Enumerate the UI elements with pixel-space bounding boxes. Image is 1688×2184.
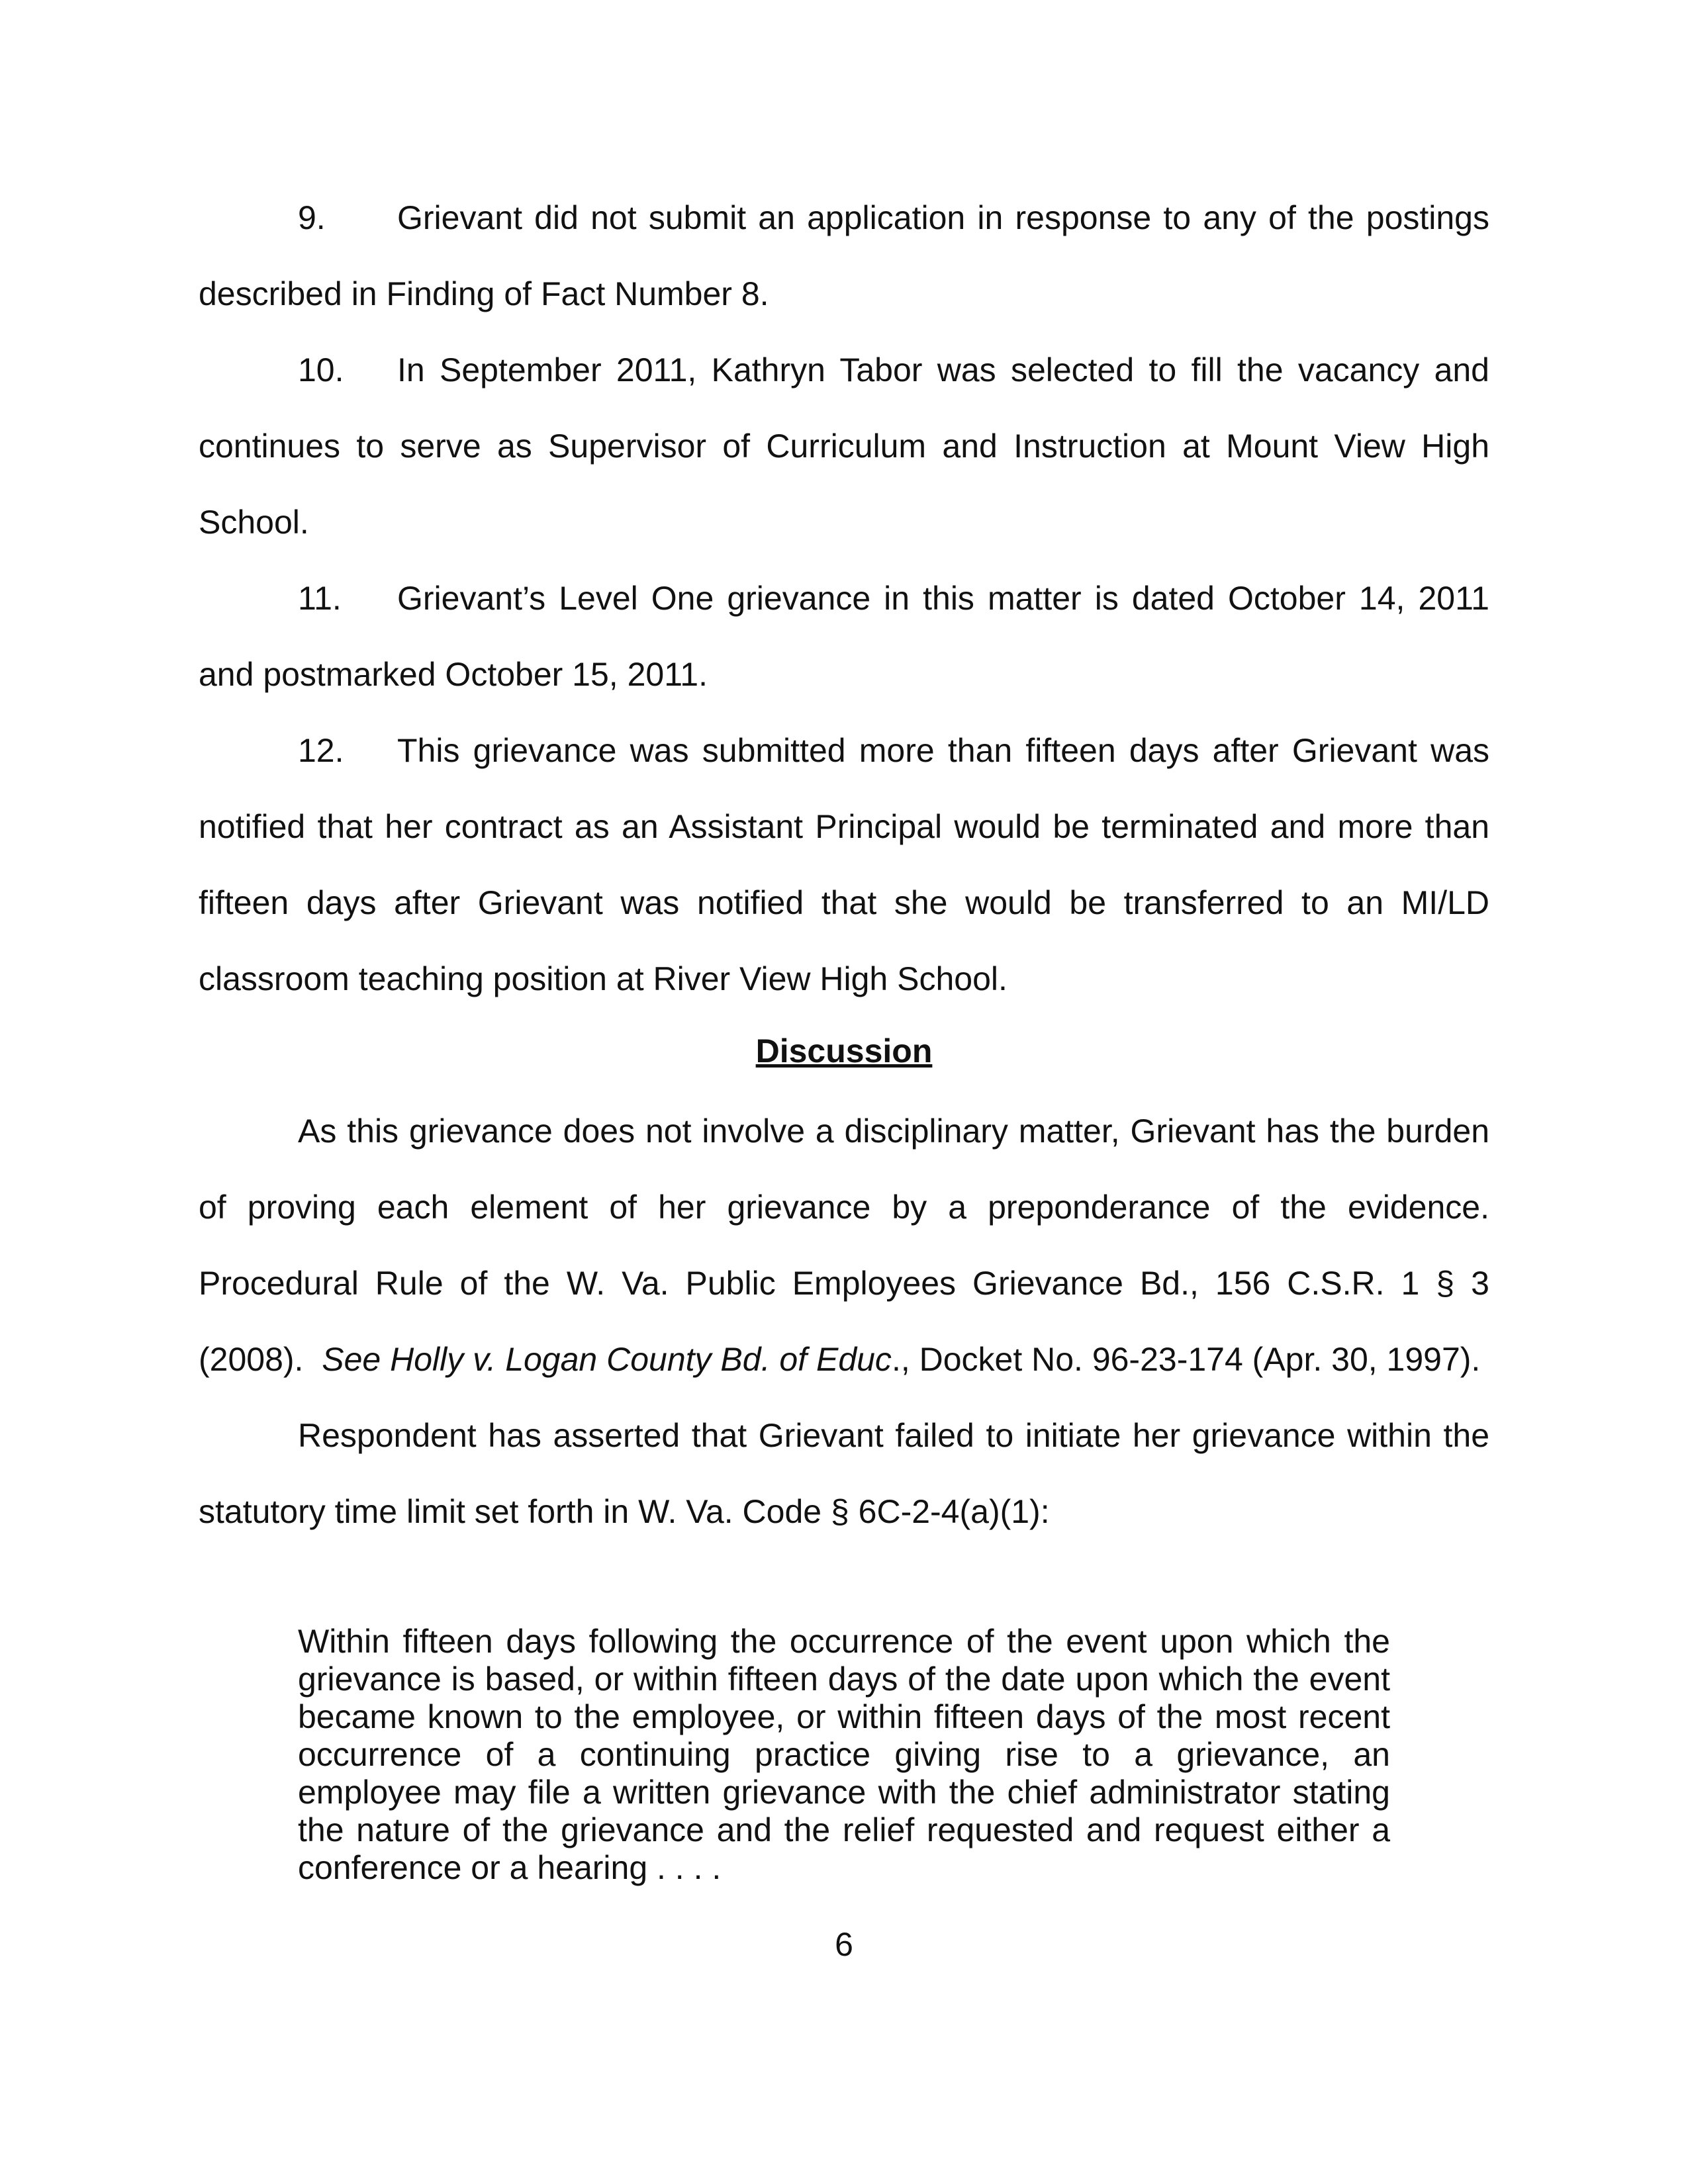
- finding-text: In September 2011, Kathryn Tabor was selected to fill the vacancy and continues to serve as Supervisor of Curriculum and Instruction at Mount View High School.: [199, 351, 1489, 541]
- finding-12: [199, 713, 1489, 1017]
- finding-number: 9.: [298, 199, 326, 236]
- discussion-block: [199, 1093, 1489, 1550]
- finding-number: 10.: [298, 351, 344, 388]
- finding-text: Grievant did not submit an application in response to any of the postings described in Finding of Fact Number 8.: [199, 199, 1489, 312]
- paragraph-text: As this grievance does not involve a disciplinary matter, Grievant has the burden of proving each element of her grievance by a preponderance of the evidence. Procedural Rule of the W. Va. Public Employees Grievance Bd., 156 C.S.R. 1 § 3 (2008).: [199, 1113, 1489, 1378]
- case-citation: See Holly v. Logan County Bd. of Educ: [322, 1341, 892, 1378]
- finding-text: This grievance was submitted more than fifteen days after Grievant was notified that her contract as an Assistant Principal would be terminated and more than fifteen days after Grievant was notified that she would be transferred to an MI/LD classroom teaching position at River View High School.: [199, 732, 1489, 997]
- finding-9: [199, 180, 1489, 332]
- finding-text: Grievant’s Level One grievance in this matter is dated October 14, 2011 and postmarked October 15, 2011.: [199, 580, 1489, 693]
- paragraph-text: Respondent has asserted that Grievant failed to initiate her grievance within the statutory time limit set forth in W. Va. Code § 6C-2-4(a)(1):: [199, 1417, 1489, 1530]
- page-number: 6: [835, 1926, 853, 1963]
- discussion-paragraph-2: [199, 1398, 1489, 1550]
- section-heading: Discussion: [755, 1032, 933, 1069]
- finding-number: 12.: [298, 732, 344, 769]
- finding-11: [199, 561, 1489, 713]
- finding-10: [199, 332, 1489, 561]
- finding-number: 11.: [298, 580, 342, 617]
- paragraph-text: ., Docket No. 96-23-174 (Apr. 30, 1997).: [891, 1341, 1481, 1378]
- statute-block-quote: Within fifteen days following the occurrence of the event upon which the grievance is based, or within fifteen days of the date upon which the event became known to the employee, or within fifteen days of the most recent occurrence of a continuing practice giving rise to a grievance, an employee may file a written grievance with the chief administrator stating the nature of the grievance and the relief requested and request either a conference or a hearing . . . .: [298, 1623, 1390, 1886]
- discussion-paragraph-1: [199, 1093, 1489, 1398]
- findings-block: [199, 180, 1489, 1017]
